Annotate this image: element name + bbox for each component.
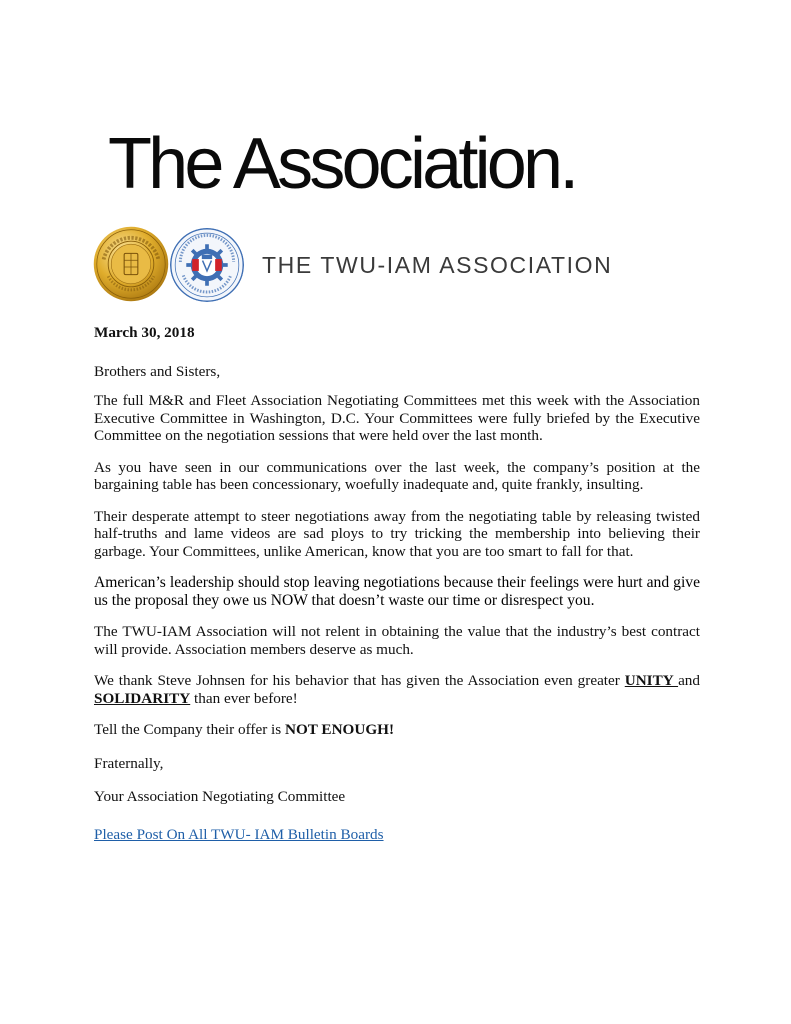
call-text: Tell the Company their offer is [94, 721, 285, 738]
bulletin-board-link-row [94, 826, 700, 844]
paragraph-commitment: The TWU-IAM Association will not relent in obtaining the value that the industry’s best contract will provide. Association members deserve as much. [94, 623, 700, 658]
greeting: Brothers and Sisters, [94, 362, 221, 380]
bulletin-board-link[interactable]: Please Post On All TWU- IAM Bulletin Boards [94, 825, 384, 843]
association-subtitle: THE TWU-IAM ASSOCIATION [262, 252, 613, 278]
and-text: and [678, 672, 700, 689]
letter-closing: Fraternally, [94, 754, 164, 772]
paragraph-call-to-action [94, 721, 700, 739]
letter-date: March 30, 2018 [94, 324, 195, 341]
thanks-text: We thank Steve Johnsen for his behavior that has given the Association even greater [94, 672, 625, 689]
unity-emphasis: UNITY [624, 672, 679, 689]
letter-body [94, 324, 700, 843]
twu-seal-logo [93, 226, 169, 302]
solidarity-emphasis: SOLIDARITY [94, 689, 191, 707]
masthead-title: The Association. [108, 124, 576, 204]
paragraph-demand: American’s leadership should stop leaving negotiations because their feelings were hurt and give us the proposal they owe us NOW that doesn’t waste our time or disrespect you. [94, 574, 700, 609]
paragraph-misinformation: Their desperate attempt to steer negotiations away from the negotiating table by releasing twisted half-truths and lame videos are sad ploys to try tricking the membership into believing their garbage. Your Committees, unlike American, know that you are too smart to fall for that. [94, 507, 700, 560]
thanks-end-text: than ever before! [190, 689, 298, 707]
iam-seal-logo [170, 228, 244, 302]
paragraph-thanks [94, 672, 700, 707]
not-enough-emphasis: NOT ENOUGH! [285, 721, 394, 738]
letter-signature: Your Association Negotiating Committee [94, 788, 346, 805]
paragraph-company-position: As you have seen in our communications over the last week, the company’s position at the bargaining table has been concessionary, woefully inadequate and, quite frankly, insulting. [94, 458, 700, 493]
paragraph-briefing: The full M&R and Fleet Association Negotiating Committees met this week with the Association Executive Committee in Washington, D.C. Your Committees were fully briefed by the Executive Committee on the negotiation sessions that were held over the last month. [94, 392, 700, 444]
